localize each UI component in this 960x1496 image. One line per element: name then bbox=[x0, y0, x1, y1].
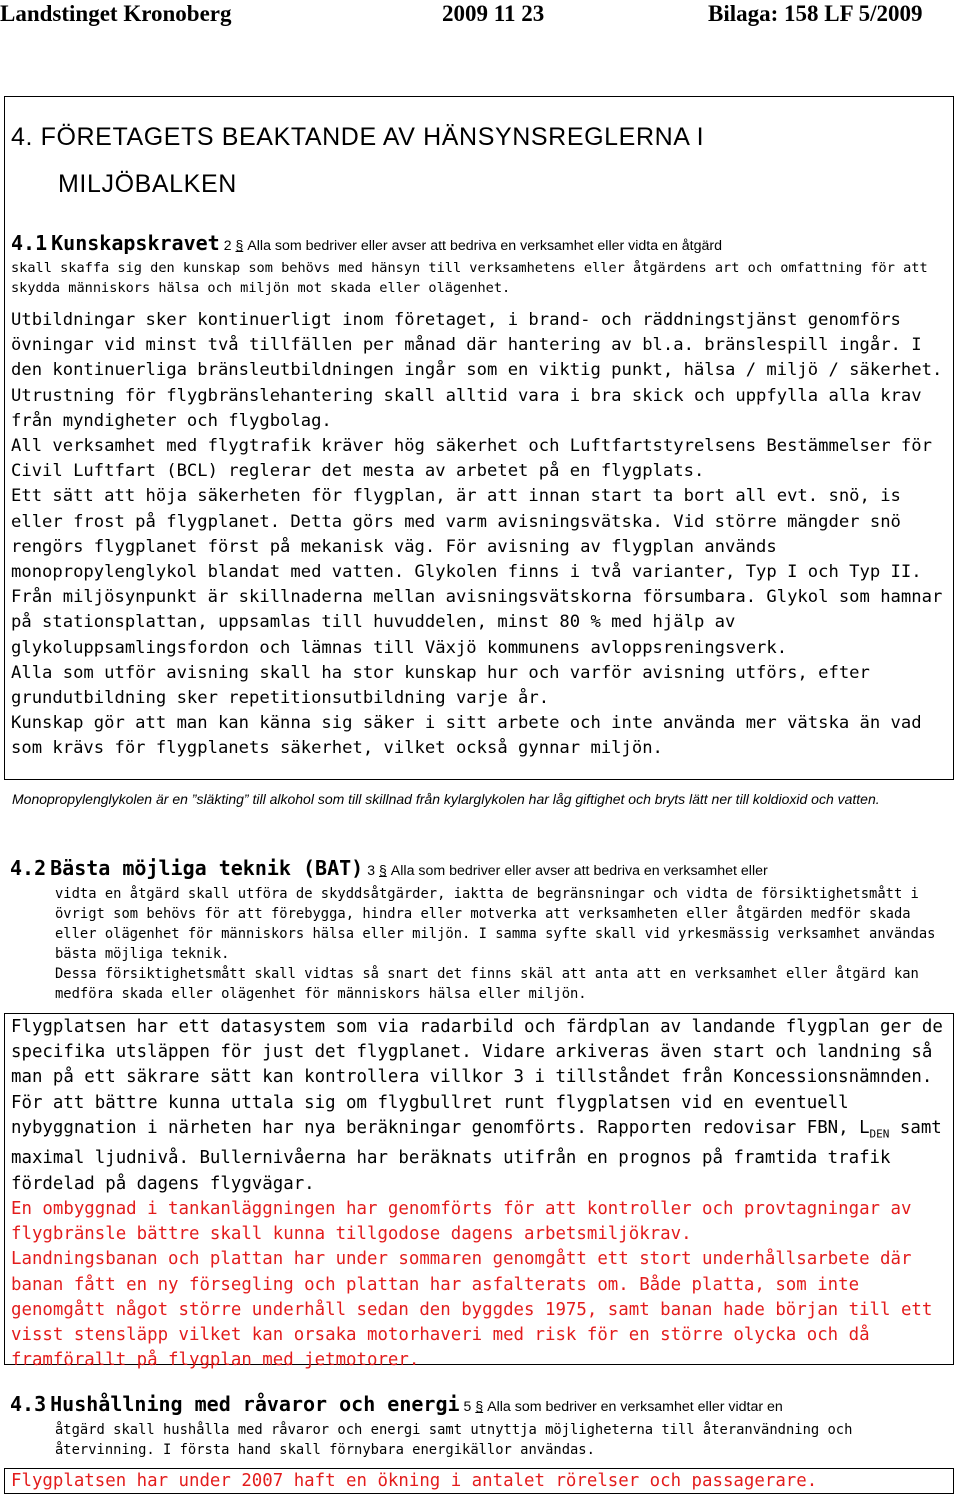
section-4-1-paragraph-5: Alla som utför avisning skall ha stor kunskap hur och varför avisning utförs, efter grundutbildning sker repetitionsutbildning varje år. bbox=[11, 662, 870, 709]
section-4-1-law bbox=[11, 231, 946, 298]
glycol-note: Monopropylenglykolen är en ”släkting” till alkohol som till skillnad från kylarglykolen har låg giftighet och bryts lätt ner till koldioxid och vatten. bbox=[12, 791, 880, 807]
section-4-2-body bbox=[11, 1015, 949, 1373]
header-reference: Bilaga: 158 LF 5/2009 bbox=[708, 1, 923, 26]
section-4-2-paragraph-1-a: Flygplatsen har ett datasystem som via radarbild och färdplan av landande flygplan ger de specifika utsläppen för just det flygplanet. Vidare arkiveras även start och landning så man på ett säkrare sätt kan kontrollera villkor 3 i tillståndet från Koncessionsnämnden. För att bättre kunna uttala sig om flygbullret runt flygplatsen vid en eventuell nybyggnation i närheten har nya beräkningar genomförts. Rapporten redovisar FBN, L bbox=[11, 1017, 943, 1138]
section-box-4-3 bbox=[4, 1468, 954, 1494]
section-4-1-law-text: skall skaffa sig den kunskap som behövs med hänsyn till verksamhetens eller åtgärdens art och omfattning för att skydda människors hälsa och miljön mot skada eller olägenhet. bbox=[11, 260, 928, 296]
section-4-3-paragraph-sign: § bbox=[475, 1398, 484, 1414]
section-4-1-paragraph-sign: § bbox=[235, 237, 244, 253]
section-4-1-body bbox=[11, 308, 949, 762]
section-4-2-red-paragraph-2: Landningsbanan och plattan har under sommaren genomgått ett stort underhållsarbete där banan fått en ny försegling och plattan har asfalterats om. Både platta, som inte genomgått något större underhåll sedan den byggdes 1975, samt banan hade början till ett visst stensläpp vilket kan orsaka motorhaveri med risk för en större olycka och då framförallt på flygplan med jetmotorer. bbox=[11, 1249, 933, 1371]
section-4-2-paragraph-1-b: samt maximal ljudnivå. Bullernivåerna har beräknats utifrån en prognos på framtida trafik fördelad på dagens flygvägar. bbox=[11, 1117, 942, 1194]
section-4-3-number: 4.3 bbox=[10, 1392, 47, 1416]
section-box-4-2 bbox=[4, 1013, 954, 1371]
section-4-1-paragraph-3: All verksamhet med flygtrafik kräver hög säkerhet och Luftfartstyrelsens Bestämmelser för Civil Luftfart (BCL) reglerar det mesta av arbetet på en flygplats. bbox=[11, 436, 932, 482]
section-4-2-law-text-2: Dessa försiktighetsmått skall vidtas så snart det finns skäl att anta att en verksamhet eller åtgärd kan medföra skada eller olägenhet för människors hälsa eller miljön. bbox=[55, 966, 919, 1002]
section-4-3-law-lead: Alla som bedriver en verksamhet eller vidtar en bbox=[487, 1399, 783, 1415]
section-4-2-paragraph-sign: § bbox=[379, 862, 387, 878]
section-4-1-number: 4.1 bbox=[11, 231, 48, 255]
ldn-subscript: DEN bbox=[869, 1127, 890, 1141]
section-4-2-paragraph-1 bbox=[11, 1015, 949, 1197]
section-4-1-paragraph-2: Utrustning för flygbränslehantering skall alltid vara i bra skick och uppfylla alla krav från myndigheter och flygbolag. bbox=[11, 385, 922, 431]
section-box-4-1 bbox=[4, 96, 954, 780]
section-4-2-law-text: vidta en åtgärd skall utföra de skyddsåtgärder, iaktta de begränsningar och vidta de försiktighetsmått i övrigt som behövs för att förebygga, hindra eller motverka att verksamheten eller åtgärden medför skada eller olägenhet för människors hälsa eller miljön. I samma syfte skall vid yrkesmässig verksamhet användas bästa möjliga teknik. bbox=[55, 886, 936, 962]
section-4-2-ref: 3 bbox=[367, 862, 375, 878]
section-4-3-law-text: åtgärd skall hushålla med råvaror och energi samt utnyttja möjligheterna till återanvändning och återvinning. I första hand skall förnybara energikällor användas. bbox=[55, 1422, 853, 1458]
section-4-2-law-lead: Alla som bedriver eller avser att bedriva en verksamhet eller bbox=[390, 863, 768, 879]
section-4-1-paragraph-4: Ett sätt att höja säkerheten för flygplan, är att innan start ta bort all evt. snö, is eller frost på flygplanet. Detta görs med varm avisningsvätska. Vid större mängder snö rengörs flygplanet först på mekanisk väg. För avisning av flygplan används monopropylenglykol blandat med vatten. Glykolen finns i två varianter, Typ I och Typ II. Från miljösynpunkt är skillnaderna mellan avisningsvätskorna försumbara. Glykol som hamnar på stationsplattan, uppsamlas till huvuddelen, minst 80 % med hjälp av glykoluppsamlingsfordon och lämnas till Växjö kommunens avloppsreningsverk. bbox=[11, 486, 943, 658]
section-4-3-title: Hushållning med råvaror och energi bbox=[50, 1392, 460, 1416]
header-date: 2009 11 23 bbox=[442, 1, 545, 26]
section-4-1-title: Kunskapskravet bbox=[51, 231, 220, 255]
header-organization: Landstinget Kronoberg bbox=[0, 1, 232, 26]
section-4-2-number: 4.2 bbox=[10, 856, 47, 880]
section-4-1-paragraph-6: Kunskap gör att man kan känna sig säker i sitt arbete och inte använda mer vätska än vad som krävs för flygplanets säkerhet, vilket också gynnar miljön. bbox=[11, 713, 922, 759]
section-4-3-law bbox=[10, 1391, 945, 1460]
section-4-3-red-paragraph-1: Flygplatsen har under 2007 haft en ökning i antalet rörelser och passagerare. bbox=[11, 1471, 818, 1491]
chapter-title-line2: MILJÖBALKEN bbox=[58, 170, 237, 198]
section-4-2-red-paragraph-1: En ombyggnad i tankanläggningen har genomförts för att kontroller och provtagningar av flygbränsle bättre skall kunna tillgodose dagens arbetsmiljökrav. bbox=[11, 1198, 912, 1245]
section-4-3-ref: 5 bbox=[463, 1398, 472, 1414]
page-header bbox=[0, 0, 960, 30]
section-4-1-paragraph-1: Utbildningar sker kontinuerligt inom företaget, i brand- och räddningstjänst genomförs övningar vid minst två tillfällen per månad där hantering av bl.a. bränslespill ingår. I den kontinuerliga bränsleutbildningen ingår som en viktig punkt, hälsa / miljö / säkerhet. bbox=[11, 310, 943, 381]
chapter-title-line1: 4. FÖRETAGETS BEAKTANDE AV HÄNSYNSREGLERNA I bbox=[11, 123, 705, 151]
section-4-1-ref: 2 bbox=[223, 237, 232, 253]
section-4-1-law-lead: Alla som bedriver eller avser att bedriva en verksamhet eller vidta en åtgärd bbox=[247, 238, 723, 254]
section-4-2-title: Bästa möjliga teknik (BAT) bbox=[50, 856, 364, 880]
section-4-2-law bbox=[10, 855, 945, 1004]
